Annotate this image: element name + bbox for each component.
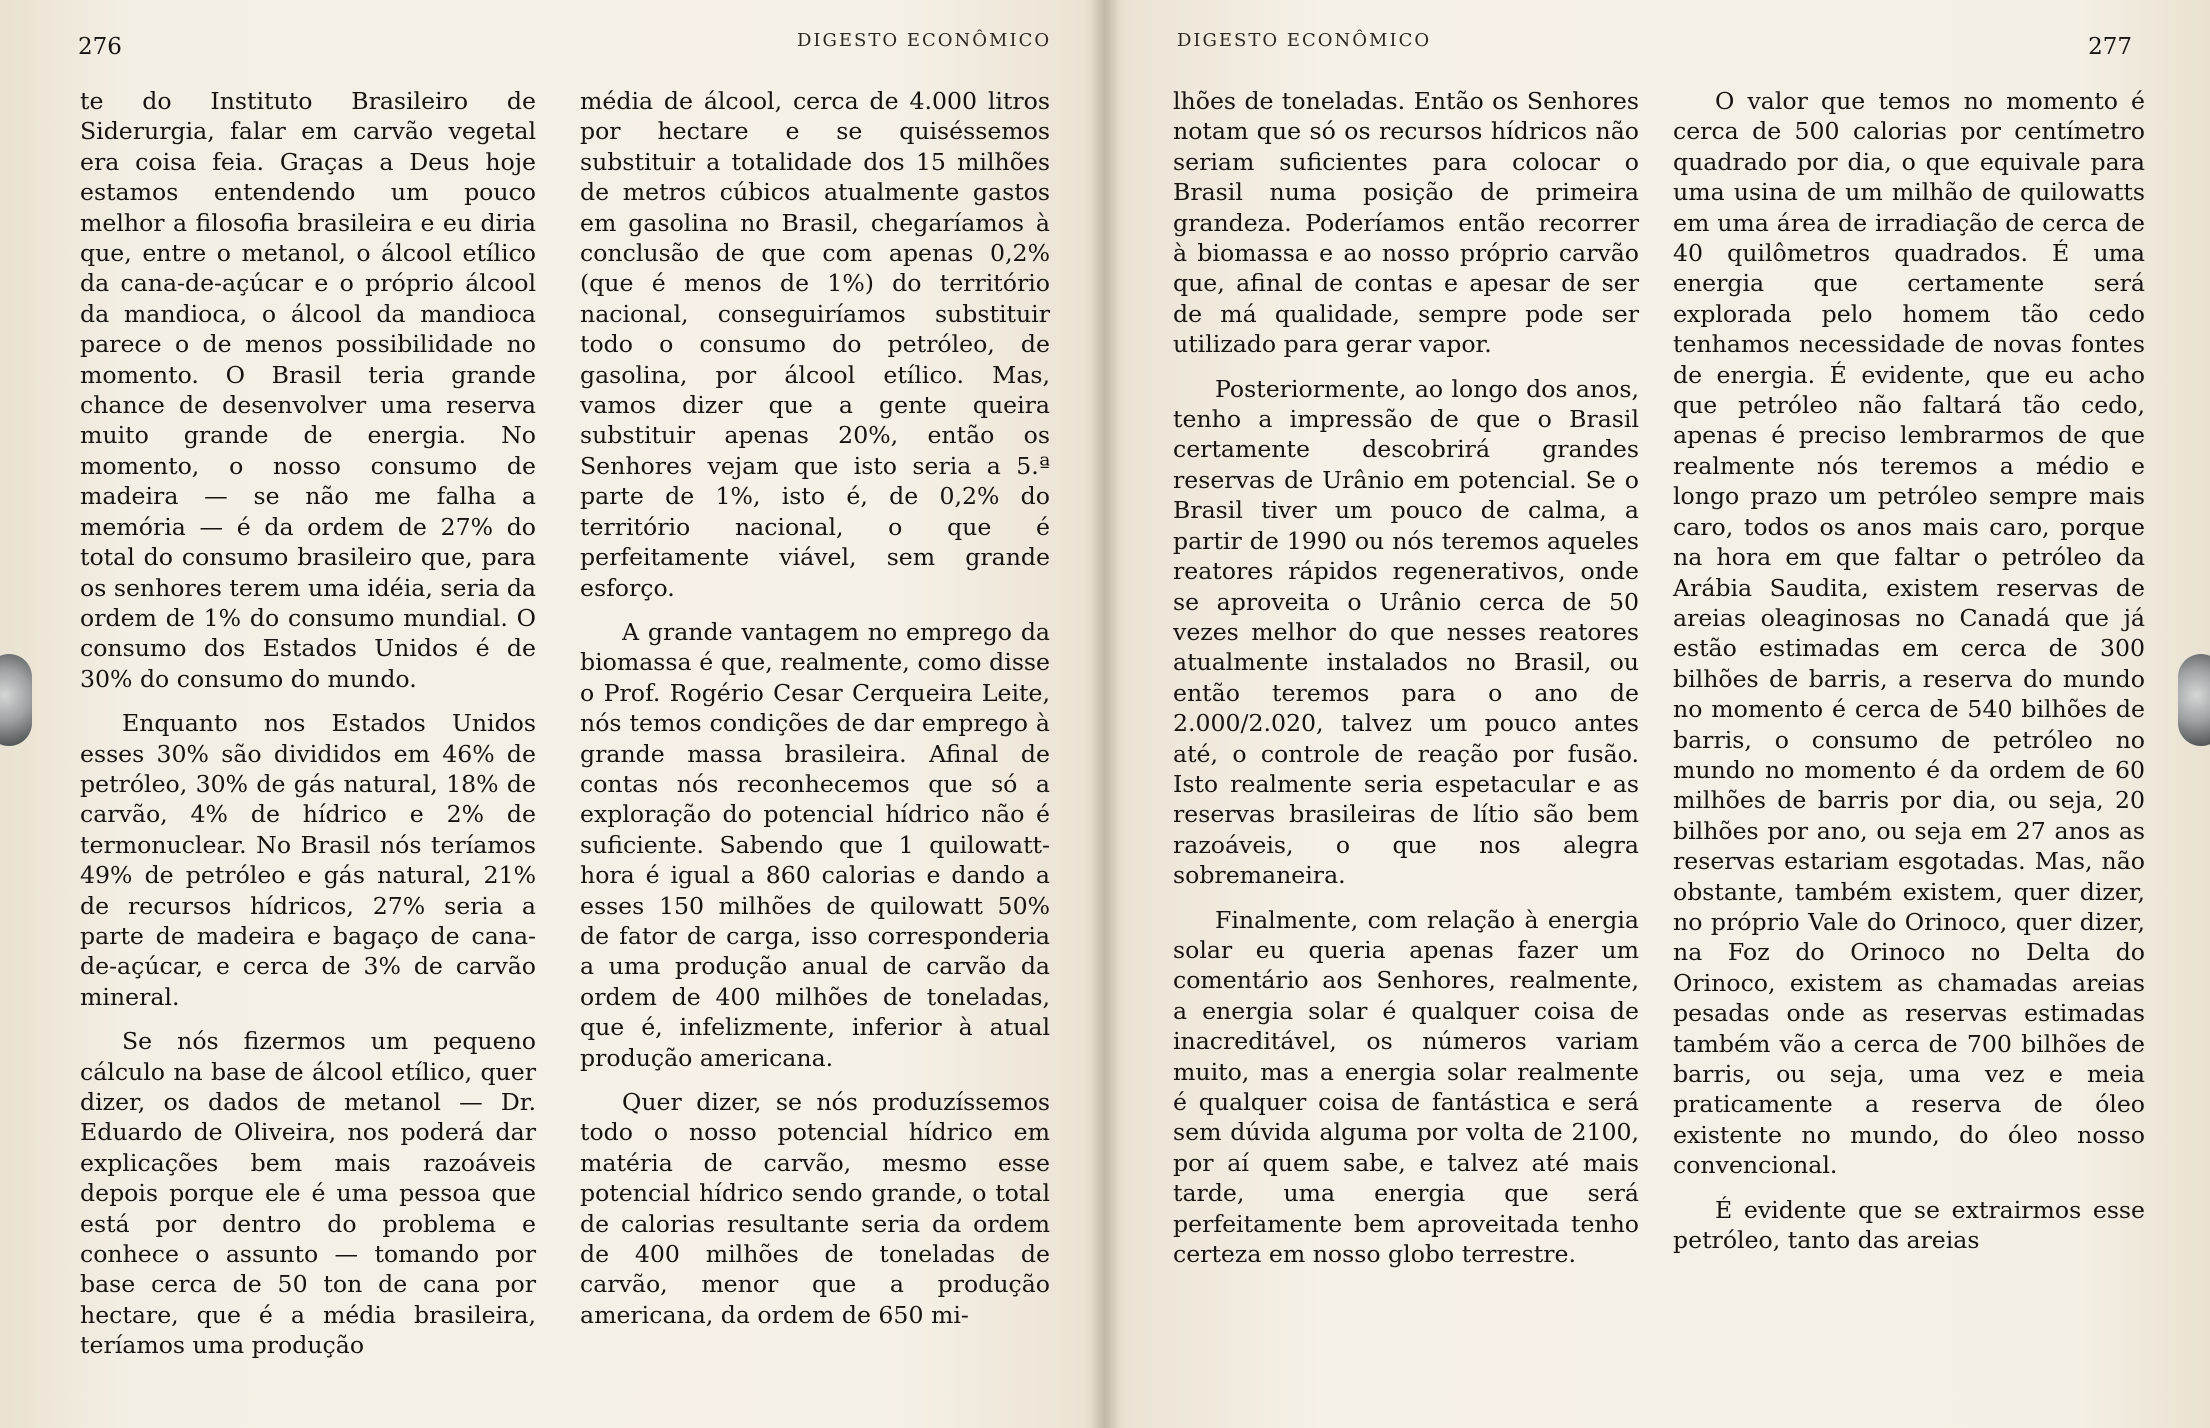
- paragraph: lhões de toneladas. Então os Senhores notam que só os recursos hídricos não seriam suficientes para colocar o Brasil numa posição de primeira grandeza. Poderíamos então recorrer à biomassa e ao nosso próprio carvão que, afinal de contas e apesar de ser de má qualidade, sempre pode ser utilizado para gerar vapor.: [1173, 87, 1639, 359]
- page-number-left: 276: [78, 34, 122, 60]
- paragraph: te do Instituto Brasileiro de Siderurgia, falar em carvão vegetal era coisa feia. Graças a Deus hoje estamos entendendo um pouco melhor a filosofia brasileira e eu diria que, entre o metanol, o álcool etílico da cana-de-açúcar e o próprio álcool da mandioca, o álcool da mandioca parece o de menos possibilidade no momento. O Brasil teria grande chance de desenvolver uma reserva muito grande de energia. No momento, o nosso consumo de madeira — se não me falha a memória — é da ordem de 27% do total do consumo brasileiro que, para os senhores terem uma idéia, seria da ordem de 1% do consumo mundial. O consumo dos Estados Unidos é de 30% do consumo do mundo.: [80, 87, 536, 693]
- paragraph: Posteriormente, ao longo dos anos, tenho a impressão de que o Brasil certamente descobrirá grandes reservas de Urânio em potencial. Se o Brasil tiver um pouco de calma, a partir de 1990 ou nós teremos aqueles reatores rápidos regenerativos, onde se aproveita o Urânio cerca de 50 vezes melhor do que nesses reatores atualmente instalados no Brasil, ou então teremos para o ano de 2.000/2.020, talvez um pouco antes até, o controle de reação por fusão. Isto realmente seria espetacular e as reservas brasileiras de lítio são bem razoáveis, o que nos alegra sobremaneira.: [1173, 374, 1639, 890]
- running-head-left: DIGESTO ECONÔMICO: [797, 30, 1052, 51]
- paragraph: Quer dizer, se nós produzíssemos todo o nosso potencial hídrico em matéria de carvão, mesmo esse potencial hídrico sendo grande, o total de calorias resultante seria da ordem de 400 milhões de toneladas de carvão, menor que a produção americana, da ordem de 650 mi-: [580, 1088, 1050, 1329]
- paragraph: Se nós fizermos um pequeno cálculo na base de álcool etílico, quer dizer, os dados de metanol — Dr. Eduardo de Oliveira, nos poderá dar explicações bem mais razoáveis depois porque ele é uma pessoa que está por dentro do problema e conhece o assunto — tomando por base cerca de 50 ton de cana por hectare, que é a média brasileira, teríamos uma produção: [80, 1027, 536, 1360]
- paragraph: É evidente que se extrairmos esse petróleo, tanto das areias: [1673, 1195, 2145, 1255]
- paragraph: A grande vantagem no emprego da biomassa é que, realmente, como disse o Prof. Rogério Cesar Cerqueira Leite, nós temos condições de dar emprego à grande massa brasileira. Afinal de contas nós reconhecemos que só a exploração do potencial hídrico não é suficiente. Sabendo que 1 quilowatt-hora é igual a 860 calorias e dando a esses 150 milhões de quilowatt 50% de fator de carga, isso corresponderia a uma produção anual de carvão da ordem de 400 milhões de toneladas, que é, infelizmente, inferior à atual produção americana.: [580, 617, 1050, 1072]
- paragraph: Enquanto nos Estados Unidos esses 30% são divididos em 46% de petróleo, 30% de gás natural, 18% de carvão, 4% de hídrico e 2% de termonuclear. No Brasil nós teríamos 49% de petróleo e gás natural, 21% de recursos hídricos, 27% seria a parte de madeira e bagaço de cana-de-açúcar, e cerca de 3% de carvão mineral.: [80, 709, 536, 1011]
- page-number-right: 277: [2088, 34, 2132, 60]
- right-page-column-2: [1673, 86, 2145, 1269]
- running-head-right: DIGESTO ECONÔMICO: [1177, 30, 1432, 51]
- paragraph: média de álcool, cerca de 4.000 litros por hectare e se quiséssemos substituir a totalidade dos 15 milhões de metros cúbicos atualmente gastos em gasolina no Brasil, chegaríamos à conclusão de que com apenas 0,2% (que é menos de 1%) do território nacional, conseguiríamos substituir todo o consumo do petróleo, de gasolina, por álcool etílico. Mas, vamos dizer que a gente queira substituir apenas 20%, então os Senhores vejam que isto seria a 5.ª parte de 1%, isto é, de 0,2% do território nacional, o que é perfeitamente viável, sem grande esforço.: [580, 87, 1050, 602]
- paragraph: O valor que temos no momento é cerca de 500 calorias por centímetro quadrado por dia, o que equivale para uma usina de um milhão de quilowatts em uma área de irradiação de cerca de 40 quilômetros quadrados. É uma energia que certamente será explorada pelo homem tão cedo tenhamos necessidade de novas fontes de energia. É evidente, que eu acho que petróleo não faltará tão cedo, apenas é preciso lembrarmos de que realmente nós teremos a médio e longo prazo um petróleo sempre mais caro, todos os anos mais caro, porque na hora em que faltar o petróleo da Arábia Saudita, existem reservas de areias oleaginosas no Canadá que já estão estimadas em cerca de 300 bilhões de barris, a reserva do mundo no momento é cerca de 540 bilhões de barris, o consumo de petróleo no mundo no momento é da ordem de 60 milhões de barris por dia, ou seja, 20 bilhões por ano, ou seja em 27 anos as reservas estariam esgotadas. Mas, não obstante, também existem, quer dizer, no próprio Vale do Orinoco, quer dizer, na Foz do Orinoco no Delta do Orinoco, existem as chamadas areias pesadas onde as reservas estimadas também vão a cerca de 700 bilhões de barris, ou seja, uma vez e meia praticamente a reserva de óleo existente no mundo, do óleo nosso convencional.: [1673, 87, 2145, 1180]
- right-page-column-1: [1173, 86, 1639, 1283]
- left-page-column-1: [80, 86, 536, 1375]
- right-page: [1105, 0, 2210, 1428]
- paragraph: Finalmente, com relação à energia solar eu queria apenas fazer um comentário aos Senhores, realmente, a energia solar é qualquer coisa de inacreditável, os números variam muito, mas a energia solar realmente é qualquer coisa de fantástica e será sem dúvida alguma por volta de 2100, por aí quem sabe, e talvez até mais tarde, uma energia que será perfeitamente bem aproveitada tenho certeza em nosso globo terrestre.: [1173, 905, 1639, 1269]
- left-page-column-2: [580, 86, 1050, 1344]
